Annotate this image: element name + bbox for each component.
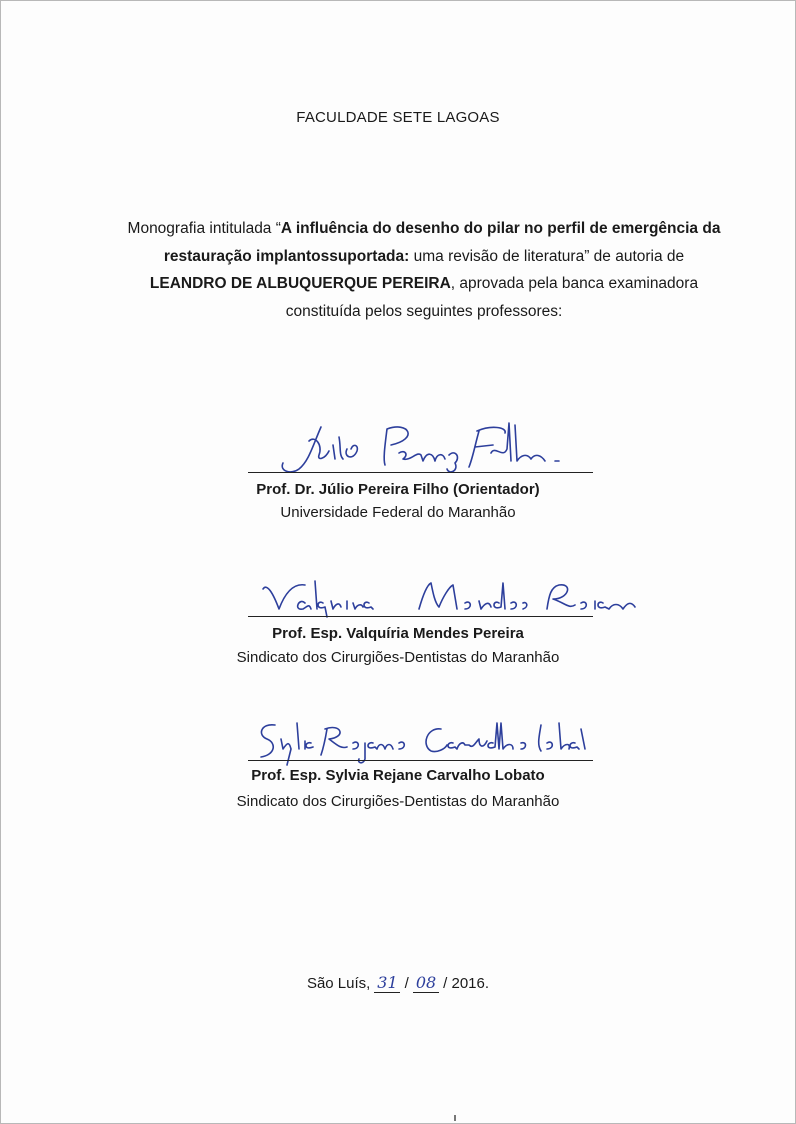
institution-name: FACULDADE SETE LAGOAS [296,109,500,126]
examiner-block-3 [1,713,795,823]
approval-statement [119,215,729,325]
date-day: 31 [374,974,400,993]
statement-rest: , aprovada pela banca examinadora constituída pelos seguintes professores: [285,275,699,320]
signature-line-2 [248,616,593,617]
statement-intro: Monografia intitulada “ [127,220,281,237]
examiner-name-1: Prof. Dr. Júlio Pereira Filho (Orientador) [256,481,540,498]
date-sep: / [400,975,413,992]
date-year: / 2016. [439,975,490,992]
examiner-institution-3: Sindicato dos Cirurgiões-Dentistas do Maranhão [236,793,560,810]
date-place: São Luís, [306,975,375,992]
signature-line-3 [248,760,593,761]
examiner-block-2 [1,569,795,679]
signature-date [1,974,795,993]
signature-valquiria [259,573,649,621]
examiner-block-1 [1,411,795,521]
examiner-institution-2: Sindicato dos Cirurgiões-Dentistas do Maranhão [236,649,560,666]
page-mark [454,1115,456,1121]
signature-sylvia [251,715,591,771]
examiner-institution-1: Universidade Federal do Maranhão [280,504,516,521]
date-month: 08 [413,974,439,993]
examiner-name-3: Prof. Esp. Sylvia Rejane Carvalho Lobato [251,767,545,784]
author-name: LEANDRO DE ALBUQUERQUE PEREIRA [149,275,451,292]
signature-line-1 [248,472,593,473]
examiner-name-2: Prof. Esp. Valquíria Mendes Pereira [272,625,524,642]
monograph-subtitle: uma revisão de literatura” de autoria de [409,247,685,265]
signature-julio [269,415,579,477]
monograph-title: A influência do desenho do pilar no perfil de emergência da restauração implantossuportada: [163,220,721,265]
